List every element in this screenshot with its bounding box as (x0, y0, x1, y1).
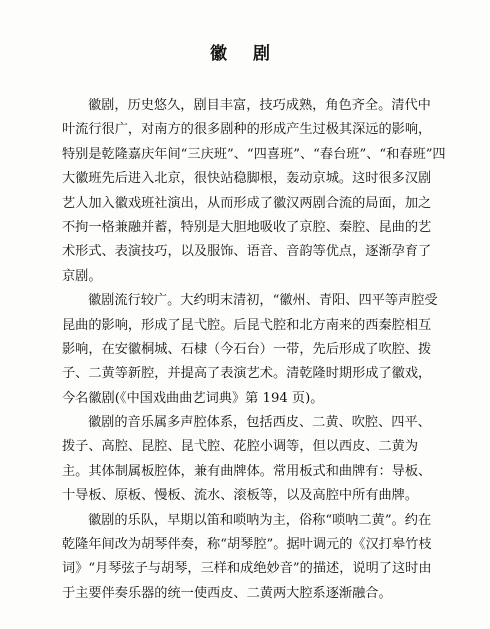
text-line: 徽剧的音乐属多声腔体系，包括西皮、二黄、吹腔、四平、 (88, 415, 431, 431)
text-line: 叶流行很广，对南方的很多剧种的形成产生过极其深远的影响， (62, 122, 432, 138)
text-line: 词》“月琴弦子与胡琴，三样和成绝妙音”的描述，说明了这时由 (62, 561, 432, 577)
text-line: 徽剧，历史悠久，剧目丰富，技巧成熟，角色齐全。清代中 (88, 98, 431, 113)
text-line: 昆曲的影响，形成了昆弋腔。后昆弋腔和北方南来的西秦腔相互 (62, 317, 432, 333)
text-line: 影响，在安徽桐城、石棣（今石台）一带，先后形成了吹腔、拨 (62, 341, 432, 357)
text-line: 拨子、高腔、昆腔、昆弋腔、花腔小调等，但以西皮、二黄为 (62, 439, 419, 455)
text-line: 术形式、表演技巧，以及服饰、语音、音韵等优点，逐渐孕育了 (62, 244, 432, 260)
body-text (62, 94, 449, 606)
text-line: 徽剧流行较广。大约明末清初，“徽州、青阳、四平等声腔受 (88, 293, 438, 309)
text-line: 大徽班先后进入北京，很快站稳脚根，轰动京城。这时很多汉剧 (62, 171, 432, 187)
text-line: 徽剧的乐队，早期以笛和唢呐为主，俗称“唢呐二黄”。约在 (88, 512, 432, 528)
text-line: 子、二黄等新腔，并提高了表演艺术。清乾隆时期形成了徽戏， (62, 366, 432, 382)
text-line: 于主要伴奏乐器的统一使西皮、二黄两大腔系逐渐融合。 (62, 585, 392, 601)
page-title: 徽 剧 (210, 44, 280, 64)
text-line: 十导板、原板、慢板、流水、滚板等，以及高腔中所有曲牌。 (62, 488, 419, 504)
text-line: 不拘一格兼融并蓄，特别是大胆地吸收了京腔、秦腔、昆曲的艺 (62, 219, 432, 235)
text-line: 主。其体制属板腔体，兼有曲牌体。常用板式和曲牌有：导板、 (62, 463, 432, 479)
text-line: 乾隆年间改为胡琴伴奏，称“胡琴腔”。据叶调元的《汉打皋竹枝 (62, 537, 432, 553)
text-line: 今名徽剧(《中国戏曲曲艺词典》第 194 页)。 (62, 390, 324, 406)
text-line: 京剧。 (62, 268, 102, 284)
text-line: 特别是乾隆嘉庆年间“三庆班”、“四喜班”、“春台班”、“和春班”四 (62, 146, 446, 162)
text-line: 艺人加入徽戏班社演出，从而形成了徽汉两剧合流的局面，加之 (62, 195, 432, 211)
